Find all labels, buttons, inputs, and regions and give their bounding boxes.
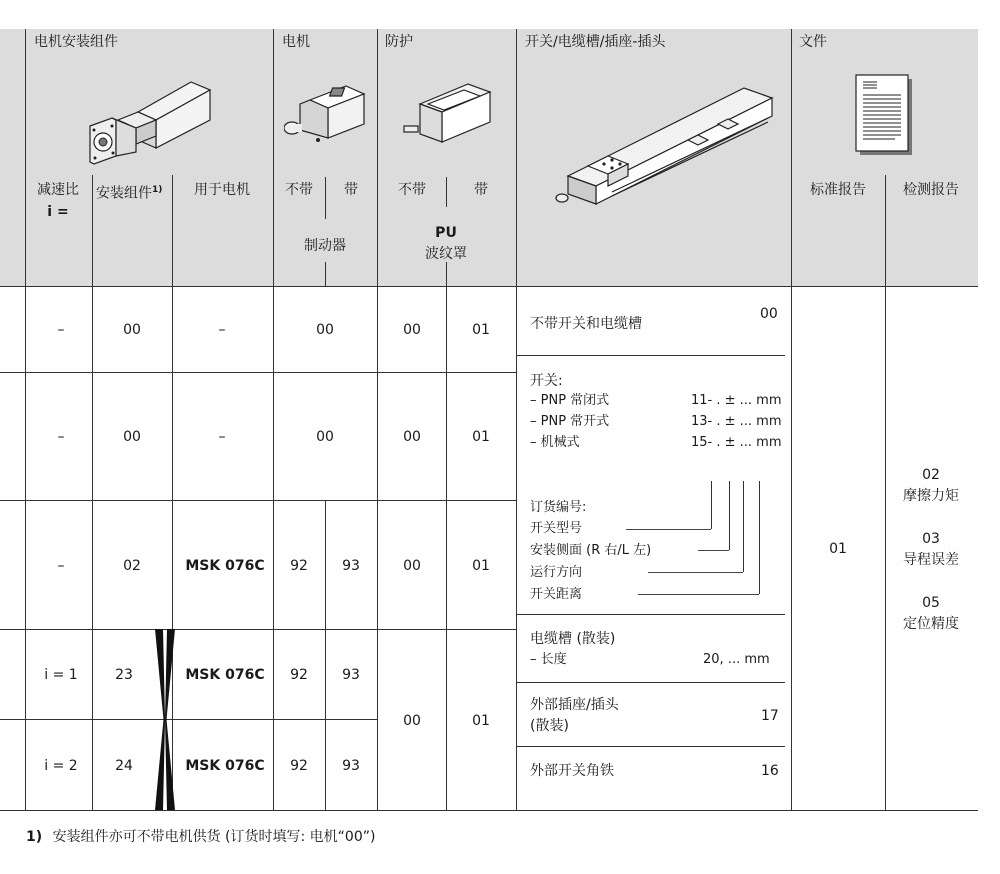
socket-label-2: (散装) [530, 718, 569, 734]
cell-motor: – [218, 429, 226, 445]
leader-line [698, 550, 729, 551]
test-report-label: 导程误差 [903, 552, 959, 568]
order-title: 订货编号: [530, 500, 587, 515]
standard-report-code: 01 [829, 541, 847, 557]
switch-section-line [516, 746, 785, 747]
row-line [0, 629, 516, 630]
header-subdivider [446, 262, 447, 286]
cell-brake-with: 93 [342, 758, 360, 774]
order-item: 开关型号 [530, 521, 583, 536]
cell-protection-without: 00 [403, 429, 421, 445]
protection-with-label: 带 [474, 182, 488, 198]
footnote-text: 安装组件亦可不带电机供货 (订货时填写: 电机“00”) [52, 829, 376, 845]
order-item: 运行方向 [530, 565, 583, 580]
switch-title: 开关: [530, 373, 563, 389]
test-report-code: 03 [922, 531, 940, 547]
mount-kit-label: 安装组件 [96, 185, 152, 202]
row-line [0, 719, 377, 720]
switch-item-code: 15- . ± ... mm [691, 435, 782, 450]
header-subdivider [446, 177, 447, 207]
switch-cable-illustration [548, 80, 782, 216]
col-divider [325, 500, 326, 810]
leader-line [711, 481, 712, 529]
cell-ratio: – [57, 322, 65, 338]
merged-cell-bowtie [155, 629, 175, 810]
cell-brake-without: 92 [290, 558, 308, 574]
test-report-label: 定位精度 [903, 616, 959, 632]
col-divider [446, 286, 447, 810]
motor-without-label: 不带 [285, 182, 313, 198]
order-item: 安装侧面 (R 右/L 左) [530, 543, 652, 558]
switch-section-line [516, 355, 785, 356]
col-title-motor: 电机 [282, 34, 310, 50]
switch-item-code: 11- . ± ... mm [691, 393, 782, 408]
switch-section-line [516, 614, 785, 615]
col-divider [885, 175, 886, 810]
header-bottom-line [0, 286, 978, 287]
cable-code: 20, ... mm [703, 652, 770, 667]
mount-kit-illustration [86, 76, 216, 168]
cell-brake-with: 93 [342, 558, 360, 574]
cell-motor-code: 00 [316, 322, 334, 338]
col-divider [791, 29, 792, 810]
cell-brake-without: 92 [290, 758, 308, 774]
cell-protection-with: 01 [472, 322, 490, 338]
cell-ratio: – [57, 429, 65, 445]
cell-ratio: i = 1 [44, 667, 78, 683]
cell-protection-with: 01 [472, 429, 490, 445]
leader-line [759, 481, 760, 594]
header-subdivider [325, 177, 326, 219]
test-report-code: 02 [922, 467, 940, 483]
cell-motor: – [218, 322, 226, 338]
bellows-label: 波纹罩 [425, 246, 467, 262]
cell-motor-code: 00 [316, 429, 334, 445]
socket-code: 17 [761, 708, 779, 724]
col-divider [273, 29, 274, 810]
col-title-docs: 文件 [799, 34, 827, 50]
ratio-label: 减速比 [37, 182, 79, 198]
leader-line [626, 529, 711, 530]
footnote [26, 828, 375, 846]
header-subdivider [325, 262, 326, 286]
document-icon [855, 74, 915, 158]
cell-protection-without-merged: 00 [403, 713, 421, 729]
cell-kit: 23 [115, 667, 133, 683]
cell-brake-with: 93 [342, 667, 360, 683]
bellows-illustration [402, 82, 494, 148]
test-report-label: 检测报告 [903, 182, 959, 198]
cell-kit: 02 [123, 558, 141, 574]
leader-line [743, 481, 744, 572]
pu-label: PU [435, 225, 457, 241]
cell-motor: MSK 076C [185, 758, 265, 774]
col-divider [92, 175, 93, 810]
col-divider [377, 29, 378, 810]
leader-line [638, 594, 759, 595]
switch-item-label: – 机械式 [530, 435, 580, 450]
cell-kit: 00 [123, 429, 141, 445]
no-switch-label: 不带开关和电缆槽 [530, 316, 642, 332]
socket-label: 外部插座/插头 [530, 697, 619, 713]
motor-with-label: 带 [344, 182, 358, 198]
table-bottom-line [0, 810, 978, 811]
leader-line [648, 572, 743, 573]
test-report-label: 摩擦力矩 [903, 488, 959, 504]
cell-ratio: i = 2 [44, 758, 78, 774]
cell-kit: 24 [115, 758, 133, 774]
mount-kit-header [96, 181, 162, 203]
bracket-code: 16 [761, 763, 779, 779]
cell-kit: 00 [123, 322, 141, 338]
col-divider [516, 29, 517, 810]
switch-item-label: – PNP 常开式 [530, 414, 610, 429]
leader-line [729, 481, 730, 550]
footnote-mark: 1) [26, 829, 43, 845]
col-title-switch: 开关/电缆槽/插座-插头 [525, 34, 666, 50]
switch-item-code: 13- . ± ... mm [691, 414, 782, 429]
table-border-left [25, 29, 26, 810]
brake-label: 制动器 [304, 238, 346, 254]
cell-protection-with-merged: 01 [472, 713, 490, 729]
col-title-protection: 防护 [385, 34, 413, 50]
protection-without-label: 不带 [398, 182, 426, 198]
switch-section-line [516, 682, 785, 683]
cell-protection-with: 01 [472, 558, 490, 574]
cell-motor: MSK 076C [185, 667, 265, 683]
cable-title: 电缆槽 (散装) [530, 631, 616, 647]
cell-brake-without: 92 [290, 667, 308, 683]
ratio-symbol: i = [47, 204, 69, 220]
cell-motor: MSK 076C [185, 558, 265, 574]
test-report-code: 05 [922, 595, 940, 611]
motor-illustration [284, 84, 368, 150]
bracket-label: 外部开关角铁 [530, 763, 614, 779]
row-line [0, 372, 516, 373]
standard-report-label: 标准报告 [810, 182, 866, 198]
cable-length-label: – 长度 [530, 652, 567, 667]
order-item: 开关距离 [530, 587, 583, 602]
cell-protection-without: 00 [403, 558, 421, 574]
switch-item-label: – PNP 常闭式 [530, 393, 610, 408]
no-switch-code: 00 [760, 306, 778, 322]
cell-protection-without: 00 [403, 322, 421, 338]
col-title-mount-kit: 电机安装组件 [34, 34, 118, 50]
cell-ratio: – [57, 558, 65, 574]
mount-kit-footnote-mark: 1) [152, 185, 163, 195]
row-line [0, 500, 516, 501]
for-motor-label: 用于电机 [194, 182, 250, 198]
